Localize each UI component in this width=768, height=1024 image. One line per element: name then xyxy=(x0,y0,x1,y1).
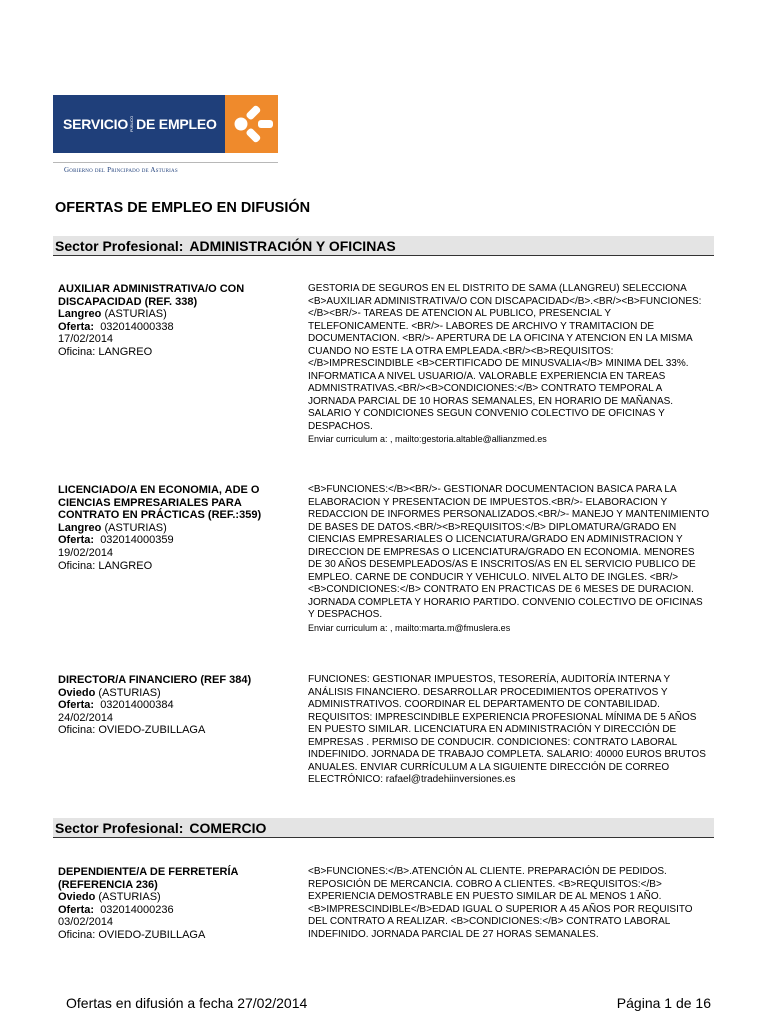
offer-number xyxy=(58,904,288,917)
offer-number xyxy=(58,534,288,547)
offer-details xyxy=(308,866,710,941)
offer-title: DIRECTOR/A FINANCIERO (REF 384) xyxy=(58,674,252,686)
offer-office: Oficina: LANGREO xyxy=(58,345,153,358)
offer-number-value: 032014000359 xyxy=(100,534,174,547)
logo-text-servicio: SERVICIO xyxy=(63,116,129,132)
sector-value: COMERCIO xyxy=(189,820,267,836)
offer-apply-link[interactable]: Enviar curriculum a: , mailto:gestoria.altable@allianzmed.es xyxy=(308,434,547,444)
offer-number-label: Oferta: xyxy=(58,534,95,547)
offer-office: Oficina: LANGREO xyxy=(58,559,153,572)
offer-city: Oviedo xyxy=(58,891,96,904)
offer-number xyxy=(58,699,288,712)
footer-page-number: Página 1 de 16 xyxy=(616,995,711,1011)
offer-region: (ASTURIAS) xyxy=(98,686,161,699)
sector-label: Sector Profesional: xyxy=(55,238,184,254)
offer-date: 19/02/2014 xyxy=(58,546,114,559)
offer-date: 03/02/2014 xyxy=(58,916,114,929)
sector-label: Sector Profesional: xyxy=(55,820,184,836)
offer-number-value: 032014000236 xyxy=(100,903,174,916)
offer-office: Oficina: OVIEDO-ZUBILLAGA xyxy=(58,928,206,941)
offer-city: Langreo xyxy=(58,521,102,534)
offer-summary xyxy=(58,283,288,359)
offer-summary xyxy=(58,866,288,942)
footer-date: Ofertas en difusión a fecha 27/02/2014 xyxy=(66,995,308,1011)
offer-date: 24/02/2014 xyxy=(58,711,114,724)
logo-text-publico: PÚBLICO xyxy=(129,115,135,133)
servicio-empleo-logo-icon xyxy=(225,95,278,153)
logo-text-de-empleo: DE EMPLEO xyxy=(136,116,217,132)
offer-title: DEPENDIENTE/A DE FERRETERÍA (REFERENCIA 236) xyxy=(58,866,239,891)
offer-description: GESTORIA DE SEGUROS EN EL DISTRITO DE SAMA (LLANGREU) SELECCIONA <B>AUXILIAR ADMINISTRATIVA/O CON DISCAPACIDAD</B>.<BR/><B>FUNCIONES:</B><BR/>- TAREAS DE ATENCION AL PUBLICO, PRESENCIAL Y TELEFONICAMENTE. <BR/>- LABORES DE ARCHIVO Y TRAMITACION DE DOCUMENTACION. <BR/>- APERTURA DE LA OFICINA Y ATENCION EN LA MISMA CUANDO NO ESTE LA OTRA EMPLEADA.<BR/><B>REQUISITOS:</B>IMPRESCINDIBLE <B>CERTIFICADO DE MINUSVALIA</B> MINIMA DEL 33%. INFORMATICA A NIVEL USUARIO/A. VALORABLE EXPERIENCIA EN TAREAS ADMNISTRATIVAS.<BR/><B>CONDICIONES:</B> CONTRATO TEMPORAL A JORNADA PARCIAL DE 10 HORAS SEMANALES, EN HORARIO DE MAÑANAS. SALARIO Y CONDICIONES SEGUN CONVENIO COLECTIVO DE OFICINAS Y DESPACHOS. xyxy=(308,283,702,432)
offer-number-label: Oferta: xyxy=(58,320,95,333)
offer-description: <B>FUNCIONES:</B>.ATENCIÓN AL CLIENTE. PREPARACIÓN DE PEDIDOS. REPOSICIÓN DE MERCANCIA. COBRO A CLIENTES. <B>REQUISITOS:</B> EXPERIENCIA DEMOSTRABLE EN PUESTO SIMILAR DE AL MENOS 1 AÑO. <B>IMPRESCINDIBLE</B>EDAD IGUAL O SUPERIOR A 45 AÑOS POR REQUISITO DEL CONTRATO A REALIZAR. <B>CONDICIONES:</B> CONTRATO LABORAL INDEFINIDO. JORNADA PARCIAL DE 27 HORAS SEMANALES. xyxy=(308,866,693,940)
offer-city: Oviedo xyxy=(58,686,96,699)
offer-title: LICENCIADO/A EN ECONOMIA, ADE O CIENCIAS EMPRESARIALES PARA CONTRATO EN PRÁCTICAS (REF.:359) xyxy=(58,484,262,522)
offer-apply-link[interactable]: Enviar curriculum a: , mailto:marta.m@fmuslera.es xyxy=(308,622,511,633)
offer-location xyxy=(58,522,288,535)
offer-location xyxy=(58,308,288,321)
offer-date: 17/02/2014 xyxy=(58,333,114,346)
offer-region: (ASTURIAS) xyxy=(104,521,167,534)
offer-number xyxy=(58,321,288,334)
offer-title: AUXILIAR ADMINISTRATIVA/O CON DISCAPACIDAD (REF. 338) xyxy=(58,283,245,308)
offer-region: (ASTURIAS) xyxy=(104,308,167,321)
offer-city: Langreo xyxy=(58,308,102,321)
sector-value: ADMINISTRACIÓN Y OFICINAS xyxy=(189,238,396,254)
document-title: OFERTAS DE EMPLEO EN DIFUSIÓN xyxy=(55,200,311,216)
offer-details xyxy=(308,674,710,787)
sector-header xyxy=(53,818,714,838)
offer-summary xyxy=(58,674,288,737)
offer-summary xyxy=(58,484,288,572)
offer-details xyxy=(308,484,710,634)
offer-location xyxy=(58,891,288,904)
offer-location xyxy=(58,687,288,700)
logo-caption: Gobierno del Principado de Asturias xyxy=(64,166,178,174)
offer-number-label: Oferta: xyxy=(58,699,95,712)
offer-number-label: Oferta: xyxy=(58,903,95,916)
offer-number-value: 032014000384 xyxy=(100,699,174,712)
offer-description: <B>FUNCIONES:</B><BR/>- GESTIONAR DOCUMENTACION BASICA PARA LA ELABORACION Y PRESENTACION DE IMPUESTOS.<BR/>- ELABORACION Y REDACCION DE INFORMES PERSONALIZADOS.<BR/>- MANEJO Y MANTENIMIENTO DE BASES DE DATOS.<BR/><B>REQUISITOS:</B> DIPLOMATURA/GRADO EN CIENCIAS EMPRESARIALES O LICENCIATURA/GRADO EN ADMINISTRACION Y DIRECCION DE EMPRESAS O LICENCIATURA/GRADO EN ECONOMIA. MENORES DE 30 AÑOS DESEMPLEADOS/AS E INSCRITOS/AS EN EL SERVICIO PUBLICO DE EMPLEO. CARNE DE CONDUCIR Y VEHICULO. NIVEL ALTO DE INGLES. <BR/><B>CONDICIONES:</B> CONTRATO EN PRACTICAS DE 6 MESES DE DURACION. JORNADA COMPLETA Y HORARIO PARTIDO. CONVENIO COLECTIVO DE OFICINAS Y DESPACHOS. xyxy=(308,484,710,620)
logo-divider xyxy=(53,162,278,163)
sector-header xyxy=(53,236,714,256)
offer-description: FUNCIONES: GESTIONAR IMPUESTOS, TESORERÍA, AUDITORÍA INTERNA Y ANÁLISIS FINANCIERO. DESARROLLAR PROCEDIMIENTOS OPERATIVOS Y ADMINISTRATIVOS. COORDINAR EL DEPARTAMENTO DE CONTABILIDAD. REQUISITOS: IMPRESCINDIBLE EXPERIENCIA PROFESIONAL MÍNIMA DE 5 AÑOS EN PUESTO SIMILAR. LICENCIATURA EN ADMINISTRACIÓN Y DIRECCIÓN DE EMPRESAS . PERMISO DE CONDUCIR. CONDICIONES: CONTRATO LABORAL INDEFINIDO. JORNADA DE TRABAJO COMPLETA. SALARIO: 40000 EUROS BRUTOS ANUALES. ENVIAR CURRÍCULUM A LA SIGUIENTE DIRECCIÓN DE CORREO ELECTRÓNICO: rafael@tradehiinversiones.es xyxy=(308,674,706,785)
offer-details xyxy=(308,283,710,446)
logo-wordmark xyxy=(53,95,225,153)
offer-region: (ASTURIAS) xyxy=(98,891,161,904)
offer-number-value: 032014000338 xyxy=(100,320,174,333)
servicio-empleo-logo xyxy=(53,95,278,153)
offer-office: Oficina: OVIEDO-ZUBILLAGA xyxy=(58,724,206,737)
